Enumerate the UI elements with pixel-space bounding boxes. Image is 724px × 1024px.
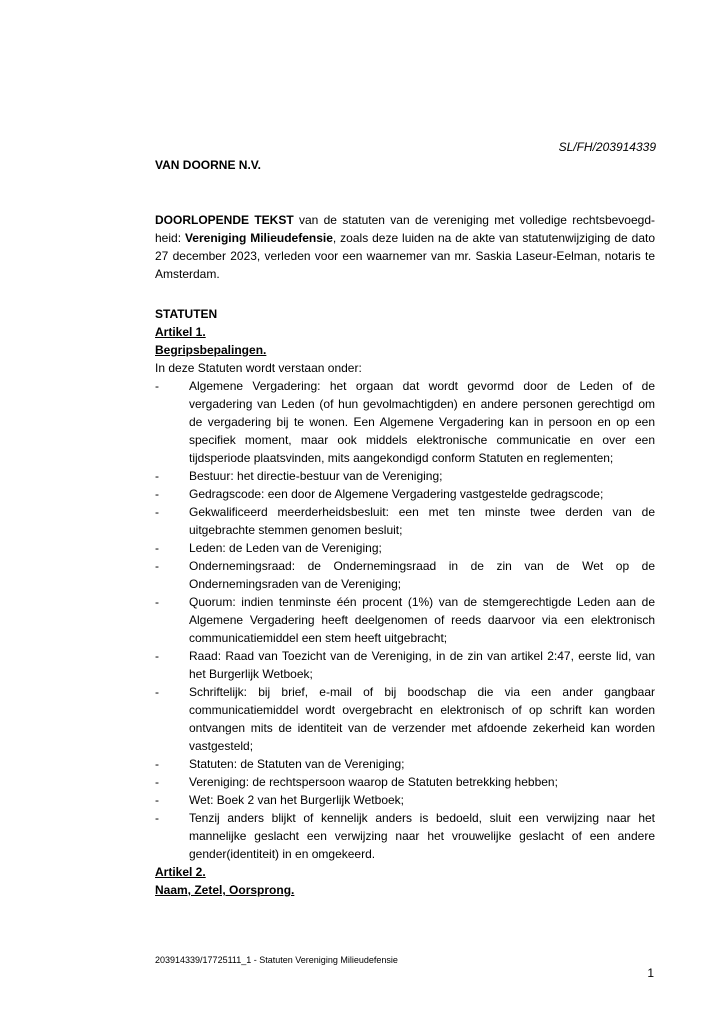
definition-text: Gekwalificeerd meerderheidsbesluit: een met ten minste twee derden van de uitgebrachte stemmen genomen besluit; (189, 505, 655, 537)
article1-lead: In deze Statuten wordt verstaan onder: (155, 361, 362, 375)
list-item (155, 503, 655, 539)
document-body (155, 305, 655, 899)
list-dash: - (155, 505, 159, 519)
page-number: 1 (647, 966, 654, 980)
definition-text: Algemene Vergadering: het orgaan dat wordt gevormd door de Leden of de vergadering van Leden (of hun gevolmachtigden) en andere personen gerechtigd om de vergadering bij te wonen. Een Algemene Vergadering kan in persoon en op een specifiek moment, maar ook middels elektronische communicatie en over een tijdsperiode plaatsvinden, mits aangekondigd conform Statuten en reglementen; (189, 379, 655, 465)
list-dash: - (155, 793, 159, 807)
list-item (155, 377, 655, 467)
intro-part1: van de statuten van de vereniging met volledige rechtsbevoegd-heid: (155, 213, 655, 245)
list-item (155, 485, 655, 503)
footer-document-id: 203914339/17725111_1 - Statuten Vereniging Milieudefensie (155, 955, 398, 965)
definition-text: Leden: de Leden van de Vereniging; (189, 541, 382, 555)
definition-text: Gedragscode: een door de Algemene Vergadering vastgestelde gedragscode; (189, 487, 604, 501)
article2-title: Artikel 2. (155, 865, 206, 879)
list-dash: - (155, 685, 159, 699)
definition-text: Wet: Boek 2 van het Burgerlijk Wetboek; (189, 793, 404, 807)
firm-name: VAN DOORNE N.V. (155, 158, 262, 172)
list-item (155, 593, 655, 647)
article1-heading: Begripsbepalingen. (155, 343, 267, 357)
list-dash: - (155, 379, 159, 393)
list-dash: - (155, 487, 159, 501)
intro-part2: , zoals deze luiden na de akte van statutenwijziging de dato 27 december 2023, verleden voor een waarnemer van mr. Saskia Laseur-Eelman, notaris te Amsterdam. (155, 231, 656, 281)
list-dash: - (155, 775, 159, 789)
document-reference: SL/FH/203914339 (558, 140, 656, 154)
article1-title: Artikel 1. (155, 325, 206, 339)
definition-text: Tenzij anders blijkt of kennelijk anders is bedoeld, sluit een verwijzing naar het mannelijke geslacht een verwijzing naar het vrouwelijke geslacht of een andere gender(identiteit) in en omgekeerd. (189, 811, 655, 861)
list-item (155, 683, 655, 755)
section-title: STATUTEN (155, 307, 218, 321)
definition-text: Quorum: indien tenminste één procent (1%) van de stemgerechtigde Leden aan de Algemene Vergadering heeft deelgenomen of reeds daarvoor via een elektronisch communicatiemiddel een stem heeft uitgebracht; (189, 595, 655, 645)
list-dash: - (155, 559, 159, 573)
list-item (155, 539, 655, 557)
intro-lead: DOORLOPENDE TEKST (155, 213, 294, 227)
list-item (155, 467, 655, 485)
definition-text: Raad: Raad van Toezicht van de Vereniging, in de zin van artikel 2:47, eerste lid, van het Burgerlijk Wetboek; (189, 649, 655, 681)
definition-text: Schriftelijk: bij brief, e-mail of bij boodschap die via een ander gangbaar communicatiemiddel wordt overgebracht en elektronisch of op schrift kan worden ontvangen mits de identiteit van de verzender met afdoende zekerheid kan worden vastgesteld; (189, 685, 655, 753)
list-dash: - (155, 541, 159, 555)
definition-text: Ondernemingsraad: de Ondernemingsraad in de zin van de Wet op de Ondernemingsraden van de Vereniging; (189, 559, 655, 591)
list-item (155, 557, 655, 593)
list-item (155, 773, 655, 791)
definition-text: Statuten: de Statuten van de Vereniging; (189, 757, 405, 771)
intro-paragraph (155, 211, 655, 283)
list-item (155, 791, 655, 809)
list-dash: - (155, 811, 159, 825)
list-dash: - (155, 757, 159, 771)
definitions-list (155, 377, 655, 863)
list-dash: - (155, 595, 159, 609)
article2-heading: Naam, Zetel, Oorsprong. (155, 883, 295, 897)
definition-text: Vereniging: de rechtspersoon waarop de Statuten betrekking hebben; (189, 775, 558, 789)
list-item (155, 809, 655, 863)
list-dash: - (155, 649, 159, 663)
list-dash: - (155, 469, 159, 483)
association-name: Vereniging Milieudefensie (184, 231, 333, 245)
definition-text: Bestuur: het directie-bestuur van de Vereniging; (189, 469, 443, 483)
list-item (155, 755, 655, 773)
list-item (155, 647, 655, 683)
